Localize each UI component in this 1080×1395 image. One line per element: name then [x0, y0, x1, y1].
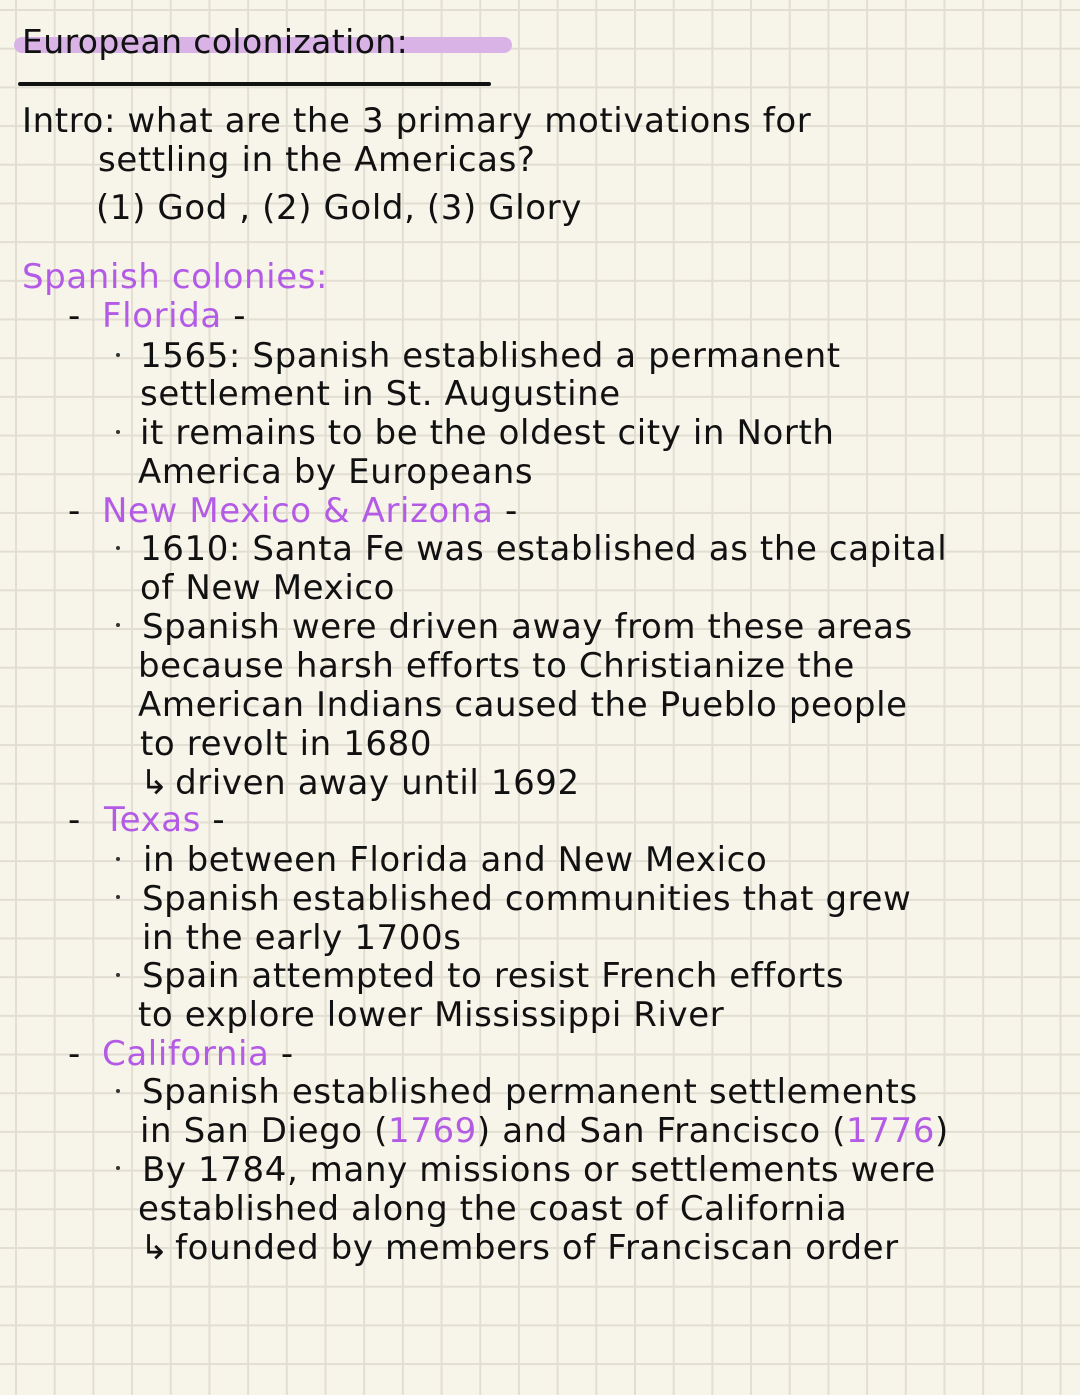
intro-question-line1 [22, 101, 811, 141]
bullet-line [140, 1111, 949, 1151]
intro-question-line2: settling in the Americas? [98, 140, 536, 180]
bullet-line: to explore lower Mississippi River [138, 995, 725, 1035]
arrow-icon: ↳ [140, 1228, 170, 1268]
dash-marker: - [233, 296, 247, 336]
bullet-dot [116, 857, 120, 861]
bullet-dot [116, 1089, 120, 1093]
intro-label: Intro: [22, 101, 116, 141]
bullet-dot [116, 895, 120, 899]
bullet-line: Spanish were driven away from these areas [142, 607, 913, 647]
bullet-line: in between Florida and New Mexico [143, 840, 768, 880]
region-california [102, 1034, 294, 1074]
bullet-line: in the early 1700s [142, 918, 462, 958]
region-name: Texas [104, 800, 201, 840]
bullet-line: 1610: Santa Fe was established as the capital [140, 529, 948, 569]
sub-point [140, 1228, 899, 1268]
text-fragment: ) and San Francisco ( [476, 1111, 847, 1151]
text-fragment: ) [934, 1111, 949, 1151]
bullet-line: America by Europeans [138, 452, 534, 492]
intro-question-text: what are the 3 primary motivations for [127, 101, 812, 141]
section-heading: Spanish colonies: [22, 257, 329, 297]
bullet-line: of New Mexico [140, 568, 396, 608]
bullet-line: because harsh efforts to Christianize the [138, 646, 855, 686]
bullet-line: By 1784, many missions or settlements were [142, 1150, 936, 1190]
bullet-line: it remains to be the oldest city in North [140, 413, 835, 453]
region-name: California [102, 1034, 270, 1074]
bullet-line: established along the coast of California [138, 1189, 848, 1229]
intro-answer: (1) God , (2) Gold, (3) Glory [96, 188, 582, 228]
bullet-line: Spanish established permanent settlements [142, 1072, 918, 1112]
dash-marker: - [280, 1034, 294, 1074]
bullet-dot [116, 430, 120, 434]
region-new-mexico-arizona [102, 491, 518, 531]
dash-marker: - [68, 1034, 81, 1074]
bullet-line: Spanish established communities that grew [142, 879, 912, 919]
bullet-dot [116, 1166, 120, 1170]
region-name: New Mexico & Arizona [102, 491, 494, 531]
bullet-line: Spain attempted to resist French efforts [142, 956, 845, 996]
bullet-dot [116, 623, 120, 627]
bullet-dot [116, 353, 120, 357]
region-florida [102, 296, 246, 336]
bullet-line: to revolt in 1680 [140, 724, 433, 764]
bullet-line: 1565: Spanish established a permanent [140, 336, 841, 376]
sub-point-text: founded by members of Franciscan order [175, 1228, 899, 1268]
arrow-icon: ↳ [140, 763, 170, 803]
bullet-dot [116, 973, 120, 977]
year-san-diego: 1769 [387, 1111, 477, 1151]
dash-marker: - [212, 800, 226, 840]
title-block [14, 22, 408, 62]
sub-point-text: driven away until 1692 [175, 763, 580, 803]
dash-marker: - [68, 800, 81, 840]
dash-marker: - [504, 491, 518, 531]
bullet-line: American Indians caused the Pueblo people [138, 685, 908, 725]
bullet-line: settlement in St. Augustine [140, 374, 621, 414]
page-title: European colonization: [22, 22, 409, 61]
year-san-francisco: 1776 [846, 1111, 935, 1151]
text-fragment: in San Diego ( [140, 1111, 388, 1151]
region-name: Florida [102, 296, 222, 336]
region-texas [104, 800, 225, 840]
sub-point [140, 763, 580, 803]
dash-marker: - [68, 491, 81, 531]
bullet-dot [116, 546, 120, 550]
title-underline [18, 82, 491, 86]
dash-marker: - [68, 296, 81, 336]
